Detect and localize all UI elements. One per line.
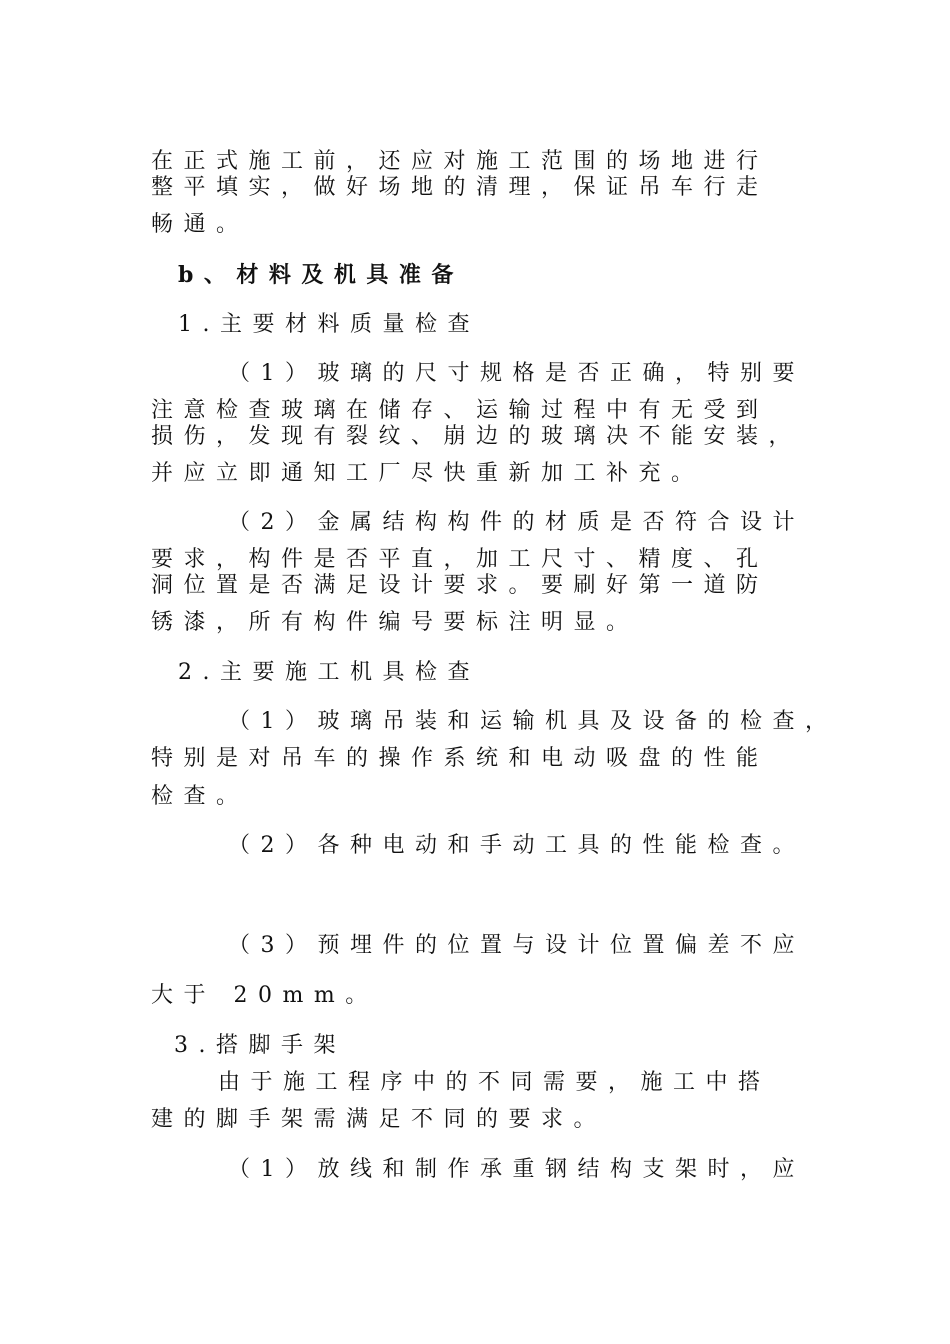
- paragraph-line: （3）预埋件的位置与设计位置偏差不应: [228, 933, 805, 958]
- paragraph-line: 特别是对吊车的操作系统和电动吸盘的性能: [151, 746, 769, 771]
- paragraph-line: 并应立即通知工厂尽快重新加工补充。: [151, 461, 704, 486]
- paragraph-line: 整平填实，做好场地的清理，保证吊车行走: [151, 175, 769, 200]
- paragraph-line: （2）金属结构构件的材质是否符合设计: [228, 510, 805, 535]
- paragraph-line: （1）放线和制作承重钢结构支架时，应: [228, 1157, 805, 1182]
- paragraph-line: 在正式施工前，还应对施工范围的场地进行: [151, 149, 769, 174]
- paragraph-line: （2）各种电动和手动工具的性能检查。: [228, 833, 805, 858]
- paragraph-line: 要求，构件是否平直，加工尺寸、精度、孔: [151, 547, 769, 572]
- paragraph-line: （1）玻璃的尺寸规格是否正确，特别要: [228, 361, 805, 386]
- subheading-material-inspection: 1.主要材料质量检查: [178, 312, 480, 337]
- paragraph-line: 洞位置是否满足设计要求。要刷好第一道防: [151, 573, 769, 598]
- paragraph-line: 注意检查玻璃在储存、运输过程中有无受到: [151, 398, 769, 423]
- paragraph-line: 损伤，发现有裂纹、崩边的玻璃决不能安装，: [151, 424, 802, 449]
- section-heading-materials: b、材料及机具准备: [178, 262, 464, 288]
- paragraph-line: 检查。: [151, 784, 249, 809]
- paragraph-line: 锈漆，所有构件编号要标注明显。: [151, 610, 639, 635]
- paragraph-line: 大于 20mm。: [151, 983, 378, 1008]
- paragraph-line: 建的脚手架需满足不同的要求。: [151, 1107, 607, 1132]
- paragraph-line: 由于施工程序中的不同需要，施工中搭: [218, 1070, 771, 1095]
- paragraph-line: （1）玻璃吊装和运输机具及设备的检查，: [228, 709, 838, 734]
- paragraph-line: 畅通。: [151, 212, 249, 237]
- subheading-scaffolding: 3.搭脚手架: [174, 1033, 346, 1058]
- subheading-tool-inspection: 2.主要施工机具检查: [178, 660, 480, 685]
